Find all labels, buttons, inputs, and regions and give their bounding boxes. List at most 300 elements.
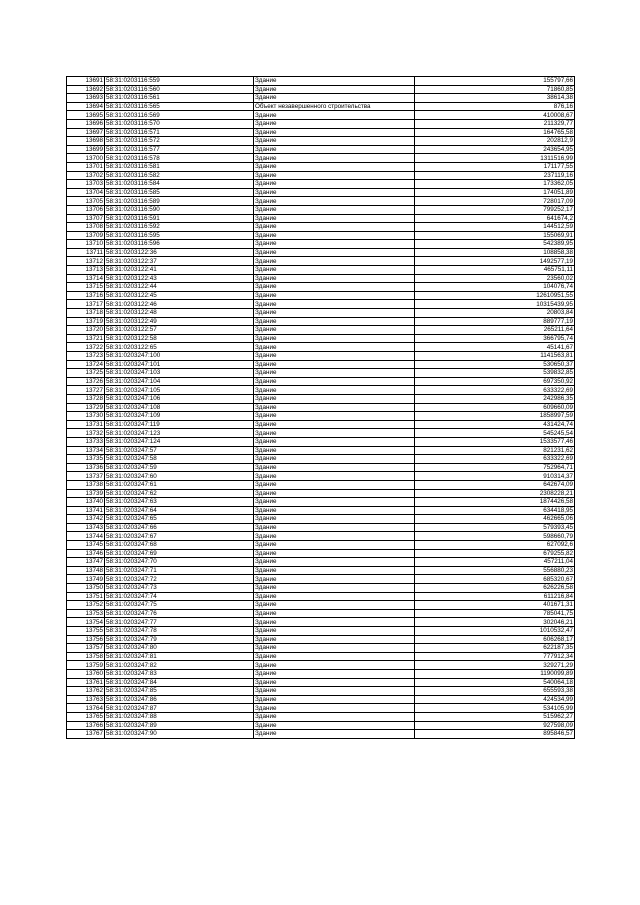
row-number: 13699	[67, 145, 105, 154]
table-row	[67, 446, 575, 455]
object-type: Здание	[254, 635, 415, 644]
object-type: Здание	[254, 695, 415, 704]
table-row	[67, 429, 575, 438]
table-row	[67, 111, 575, 120]
cadastral-value: 611216,84	[415, 592, 575, 601]
table-row	[67, 575, 575, 584]
object-type: Здание	[254, 214, 415, 223]
cadastral-number: 58:31:0203116:585	[105, 188, 254, 197]
object-type: Здание	[254, 601, 415, 610]
object-type: Здание	[254, 627, 415, 636]
object-type: Здание	[254, 549, 415, 558]
row-number: 13693	[67, 94, 105, 103]
cadastral-value: 10315439,95	[415, 300, 575, 309]
object-type: Здание	[254, 506, 415, 515]
cadastral-number: 58:31:0203247:82	[105, 661, 254, 670]
cadastral-number: 58:31:0203116:569	[105, 111, 254, 120]
object-type: Здание	[254, 730, 415, 739]
table-row	[67, 541, 575, 550]
table-row	[67, 360, 575, 369]
row-number: 13734	[67, 446, 105, 455]
row-number: 13733	[67, 437, 105, 446]
row-number: 13750	[67, 584, 105, 593]
table-row	[67, 549, 575, 558]
object-type: Здание	[254, 712, 415, 721]
cadastral-value: 633322,69	[415, 455, 575, 464]
row-number: 13759	[67, 661, 105, 670]
object-type: Здание	[254, 369, 415, 378]
object-type: Здание	[254, 394, 415, 403]
cadastral-value: 410008,67	[415, 111, 575, 120]
object-type: Здание	[254, 77, 415, 86]
cadastral-value: 424534,99	[415, 695, 575, 704]
cadastral-value: 540064,18	[415, 678, 575, 687]
cadastral-number: 58:31:0203247:108	[105, 403, 254, 412]
row-number: 13718	[67, 309, 105, 318]
cadastral-number: 58:31:0203247:88	[105, 712, 254, 721]
table-row	[67, 609, 575, 618]
table-body	[67, 77, 575, 739]
cadastral-number: 58:31:0203247:73	[105, 584, 254, 593]
row-number: 13710	[67, 240, 105, 249]
object-type: Здание	[254, 489, 415, 498]
object-type: Здание	[254, 343, 415, 352]
cadastral-value: 777912,34	[415, 652, 575, 661]
table-row	[67, 635, 575, 644]
cadastral-value: 155069,91	[415, 231, 575, 240]
object-type: Здание	[254, 317, 415, 326]
table-row	[67, 704, 575, 713]
table-row	[67, 352, 575, 361]
cadastral-value: 895846,57	[415, 730, 575, 739]
row-number: 13709	[67, 231, 105, 240]
row-number: 13757	[67, 644, 105, 653]
cadastral-number: 58:31:0203247:64	[105, 506, 254, 515]
cadastral-number: 58:31:0203116:578	[105, 154, 254, 163]
table-row	[67, 300, 575, 309]
table-row	[67, 145, 575, 154]
cadastral-value: 45141,67	[415, 343, 575, 352]
row-number: 13744	[67, 532, 105, 541]
table-row	[67, 618, 575, 627]
table-row	[67, 283, 575, 292]
row-number: 13704	[67, 188, 105, 197]
cadastral-value: 545245,54	[415, 429, 575, 438]
object-type: Здание	[254, 300, 415, 309]
cadastral-number: 58:31:0203247:90	[105, 730, 254, 739]
cadastral-value: 237119,16	[415, 171, 575, 180]
row-number: 13692	[67, 85, 105, 94]
object-type: Здание	[254, 515, 415, 524]
cadastral-value: 465751,11	[415, 266, 575, 275]
cadastral-number: 58:31:0203247:65	[105, 515, 254, 524]
table-row	[67, 309, 575, 318]
cadastral-value: 265211,64	[415, 326, 575, 335]
cadastral-value: 108858,38	[415, 248, 575, 257]
cadastral-value: 457211,04	[415, 558, 575, 567]
row-number: 13737	[67, 472, 105, 481]
object-type: Здание	[254, 266, 415, 275]
object-type: Здание	[254, 94, 415, 103]
row-number: 13716	[67, 291, 105, 300]
cadastral-number: 58:31:0203116:570	[105, 119, 254, 128]
table-row	[67, 601, 575, 610]
table-row	[67, 291, 575, 300]
object-type: Здание	[254, 326, 415, 335]
cadastral-number: 58:31:0203122:36	[105, 248, 254, 257]
cadastral-number: 58:31:0203247:86	[105, 695, 254, 704]
cadastral-number: 58:31:0203116:581	[105, 162, 254, 171]
object-type: Здание	[254, 420, 415, 429]
cadastral-number: 58:31:0203247:77	[105, 618, 254, 627]
row-number: 13760	[67, 669, 105, 678]
object-type: Здание	[254, 437, 415, 446]
cadastral-number: 58:31:0203247:119	[105, 420, 254, 429]
cadastral-value: 530650,37	[415, 360, 575, 369]
cadastral-value: 462665,06	[415, 515, 575, 524]
cadastral-value: 1010532,47	[415, 627, 575, 636]
table-row	[67, 730, 575, 739]
cadastral-number: 58:31:0203247:63	[105, 498, 254, 507]
table-row	[67, 627, 575, 636]
cadastral-number: 58:31:0203122:45	[105, 291, 254, 300]
object-type: Здание	[254, 661, 415, 670]
cadastral-value: 38614,38	[415, 94, 575, 103]
cadastral-number: 58:31:0203247:60	[105, 472, 254, 481]
row-number: 13698	[67, 137, 105, 146]
cadastral-value: 401671,31	[415, 601, 575, 610]
table-row	[67, 506, 575, 515]
table-row	[67, 223, 575, 232]
object-type: Здание	[254, 463, 415, 472]
cadastral-number: 58:31:0203247:61	[105, 480, 254, 489]
object-type: Здание	[254, 687, 415, 696]
table-row	[67, 231, 575, 240]
row-number: 13762	[67, 687, 105, 696]
table-row	[67, 515, 575, 524]
cadastral-value: 785041,75	[415, 609, 575, 618]
cadastral-number: 58:31:0203247:59	[105, 463, 254, 472]
row-number: 13706	[67, 205, 105, 214]
object-type: Здание	[254, 403, 415, 412]
cadastral-number: 58:31:0203116:584	[105, 180, 254, 189]
cadastral-value: 685320,67	[415, 575, 575, 584]
cadastral-value: 1533577,46	[415, 437, 575, 446]
row-number: 13748	[67, 566, 105, 575]
row-number: 13747	[67, 558, 105, 567]
object-type: Здание	[254, 446, 415, 455]
cadastral-number: 58:31:0203116:559	[105, 77, 254, 86]
row-number: 13752	[67, 601, 105, 610]
object-type: Здание	[254, 377, 415, 386]
object-type: Здание	[254, 154, 415, 163]
cadastral-value: 202812,9	[415, 137, 575, 146]
object-type: Здание	[254, 137, 415, 146]
row-number: 13763	[67, 695, 105, 704]
cadastral-value: 622187,35	[415, 644, 575, 653]
cadastral-number: 58:31:0203116:572	[105, 137, 254, 146]
table-row	[67, 687, 575, 696]
cadastral-number: 58:31:0203122:58	[105, 334, 254, 343]
table-row	[67, 463, 575, 472]
object-type: Здание	[254, 455, 415, 464]
row-number: 13703	[67, 180, 105, 189]
object-type: Здание	[254, 721, 415, 730]
cadastral-number: 58:31:0203247:70	[105, 558, 254, 567]
table-row	[67, 394, 575, 403]
cadastral-value: 1874426,58	[415, 498, 575, 507]
cadastral-number: 58:31:0203247:124	[105, 437, 254, 446]
object-type: Здание	[254, 532, 415, 541]
row-number: 13741	[67, 506, 105, 515]
row-number: 13712	[67, 257, 105, 266]
cadastral-value: 211329,77	[415, 119, 575, 128]
table-row	[67, 489, 575, 498]
cadastral-value: 821231,62	[415, 446, 575, 455]
cadastral-number: 58:31:0203122:44	[105, 283, 254, 292]
object-type: Здание	[254, 180, 415, 189]
cadastral-value: 242986,35	[415, 394, 575, 403]
cadastral-number: 58:31:0203247:69	[105, 549, 254, 558]
table-row	[67, 128, 575, 137]
object-type: Здание	[254, 171, 415, 180]
table-row	[67, 94, 575, 103]
row-number: 13713	[67, 266, 105, 275]
table-row	[67, 437, 575, 446]
row-number: 13740	[67, 498, 105, 507]
object-type: Здание	[254, 145, 415, 154]
table-row	[67, 644, 575, 653]
object-type: Здание	[254, 334, 415, 343]
cadastral-number: 58:31:0203247:83	[105, 669, 254, 678]
row-number: 13755	[67, 627, 105, 636]
object-type: Здание	[254, 584, 415, 593]
row-number: 13696	[67, 119, 105, 128]
cadastral-number: 58:31:0203116:596	[105, 240, 254, 249]
object-type: Здание	[254, 352, 415, 361]
row-number: 13726	[67, 377, 105, 386]
cadastral-value: 302046,21	[415, 618, 575, 627]
row-number: 13739	[67, 489, 105, 498]
table-row	[67, 85, 575, 94]
object-type: Здание	[254, 283, 415, 292]
table-row	[67, 77, 575, 86]
row-number: 13767	[67, 730, 105, 739]
table-row	[67, 274, 575, 283]
row-number: 13729	[67, 403, 105, 412]
cadastral-number: 58:31:0203247:72	[105, 575, 254, 584]
table-row	[67, 661, 575, 670]
table-row	[67, 240, 575, 249]
table-row	[67, 369, 575, 378]
row-number: 13711	[67, 248, 105, 257]
object-type: Здание	[254, 128, 415, 137]
cadastral-number: 58:31:0203247:105	[105, 386, 254, 395]
row-number: 13758	[67, 652, 105, 661]
row-number: 13727	[67, 386, 105, 395]
cadastral-number: 58:31:0203247:106	[105, 394, 254, 403]
cadastral-number: 58:31:0203247:85	[105, 687, 254, 696]
cadastral-value: 104076,74	[415, 283, 575, 292]
cadastral-value: 626226,58	[415, 584, 575, 593]
cadastral-value: 155797,66	[415, 77, 575, 86]
table-row	[67, 412, 575, 421]
cadastral-number: 58:31:0203116:582	[105, 171, 254, 180]
object-type: Здание	[254, 609, 415, 618]
object-type: Здание	[254, 231, 415, 240]
cadastral-number: 58:31:0203247:89	[105, 721, 254, 730]
cadastral-value: 799252,17	[415, 205, 575, 214]
cadastral-number: 58:31:0203247:62	[105, 489, 254, 498]
cadastral-value: 634418,95	[415, 506, 575, 515]
cadastral-number: 58:31:0203247:81	[105, 652, 254, 661]
cadastral-value: 515962,27	[415, 712, 575, 721]
cadastral-value: 606268,17	[415, 635, 575, 644]
row-number: 13743	[67, 523, 105, 532]
row-number: 13719	[67, 317, 105, 326]
object-type: Здание	[254, 644, 415, 653]
table-row	[67, 455, 575, 464]
cadastral-value: 728017,09	[415, 197, 575, 206]
cadastral-value: 173362,05	[415, 180, 575, 189]
row-number: 13735	[67, 455, 105, 464]
object-type: Здание	[254, 188, 415, 197]
cadastral-number: 58:31:0203247:104	[105, 377, 254, 386]
cadastral-number: 58:31:0203116:561	[105, 94, 254, 103]
row-number: 13761	[67, 678, 105, 687]
table-row	[67, 317, 575, 326]
object-type: Здание	[254, 618, 415, 627]
cadastral-number: 58:31:0203247:68	[105, 541, 254, 550]
object-type: Здание	[254, 498, 415, 507]
cadastral-value: 876,16	[415, 102, 575, 111]
table-row	[67, 343, 575, 352]
object-type: Здание	[254, 412, 415, 421]
table-row	[67, 180, 575, 189]
cadastral-value: 71860,85	[415, 85, 575, 94]
table-row	[67, 257, 575, 266]
cadastral-number: 58:31:0203247:87	[105, 704, 254, 713]
row-number: 13701	[67, 162, 105, 171]
object-type: Здание	[254, 119, 415, 128]
object-type: Здание	[254, 472, 415, 481]
table-row	[67, 197, 575, 206]
cadastral-value: 697350,92	[415, 377, 575, 386]
cadastral-number: 58:31:0203122:57	[105, 326, 254, 335]
row-number: 13708	[67, 223, 105, 232]
table-row	[67, 420, 575, 429]
row-number: 13753	[67, 609, 105, 618]
object-type: Здание	[254, 558, 415, 567]
object-type: Здание	[254, 541, 415, 550]
object-type: Здание	[254, 566, 415, 575]
row-number: 13695	[67, 111, 105, 120]
row-number: 13742	[67, 515, 105, 524]
row-number: 13745	[67, 541, 105, 550]
table-row	[67, 162, 575, 171]
cadastral-number: 58:31:0203247:57	[105, 446, 254, 455]
cadastral-number: 58:31:0203247:75	[105, 601, 254, 610]
row-number: 13738	[67, 480, 105, 489]
row-number: 13725	[67, 369, 105, 378]
row-number: 13756	[67, 635, 105, 644]
table-row	[67, 214, 575, 223]
cadastral-value: 164765,58	[415, 128, 575, 137]
cadastral-value: 174051,89	[415, 188, 575, 197]
row-number: 13746	[67, 549, 105, 558]
row-number: 13766	[67, 721, 105, 730]
object-type: Здание	[254, 162, 415, 171]
table-row	[67, 248, 575, 257]
cadastral-number: 58:31:0203116:577	[105, 145, 254, 154]
cadastral-value: 329271,29	[415, 661, 575, 670]
row-number: 13764	[67, 704, 105, 713]
cadastral-number: 58:31:0203122:65	[105, 343, 254, 352]
object-type: Здание	[254, 223, 415, 232]
cadastral-number: 58:31:0203116:571	[105, 128, 254, 137]
table-row	[67, 523, 575, 532]
cadastral-number: 58:31:0203247:101	[105, 360, 254, 369]
cadastral-number: 58:31:0203247:78	[105, 627, 254, 636]
cadastral-number: 58:31:0203247:74	[105, 592, 254, 601]
row-number: 13754	[67, 618, 105, 627]
cadastral-value: 431424,74	[415, 420, 575, 429]
row-number: 13736	[67, 463, 105, 472]
cadastral-number: 58:31:0203247:123	[105, 429, 254, 438]
table-row	[67, 584, 575, 593]
object-type: Здание	[254, 248, 415, 257]
row-number: 13691	[67, 77, 105, 86]
object-type: Здание	[254, 704, 415, 713]
table-row	[67, 532, 575, 541]
row-number: 13707	[67, 214, 105, 223]
cadastral-number: 58:31:0203247:67	[105, 532, 254, 541]
cadastral-number: 58:31:0203116:589	[105, 197, 254, 206]
table-row	[67, 678, 575, 687]
cadastral-number: 58:31:0203122:46	[105, 300, 254, 309]
cadastral-value: 1141563,81	[415, 352, 575, 361]
row-number: 13694	[67, 102, 105, 111]
cadastral-value: 598660,79	[415, 532, 575, 541]
cadastral-value: 243654,95	[415, 145, 575, 154]
cadastral-value: 609660,09	[415, 403, 575, 412]
table-row	[67, 592, 575, 601]
cadastral-number: 58:31:0203122:37	[105, 257, 254, 266]
cadastral-number: 58:31:0203122:41	[105, 266, 254, 275]
table-row	[67, 205, 575, 214]
cadastral-value: 1492577,19	[415, 257, 575, 266]
object-type: Здание	[254, 205, 415, 214]
row-number: 13765	[67, 712, 105, 721]
cadastral-number: 58:31:0203116:590	[105, 205, 254, 214]
object-type: Здание	[254, 111, 415, 120]
row-number: 13702	[67, 171, 105, 180]
cadastral-number: 58:31:0203116:591	[105, 214, 254, 223]
cadastral-number: 58:31:0203116:592	[105, 223, 254, 232]
object-type: Здание	[254, 309, 415, 318]
object-type: Здание	[254, 360, 415, 369]
cadastral-value: 556880,23	[415, 566, 575, 575]
cadastral-value: 889777,19	[415, 317, 575, 326]
object-type: Здание	[254, 652, 415, 661]
row-number: 13705	[67, 197, 105, 206]
cadastral-number: 58:31:0203247:109	[105, 412, 254, 421]
cadastral-value: 1858997,59	[415, 412, 575, 421]
row-number: 13715	[67, 283, 105, 292]
table-row	[67, 102, 575, 111]
cadastral-number: 58:31:0203247:103	[105, 369, 254, 378]
row-number: 13728	[67, 394, 105, 403]
